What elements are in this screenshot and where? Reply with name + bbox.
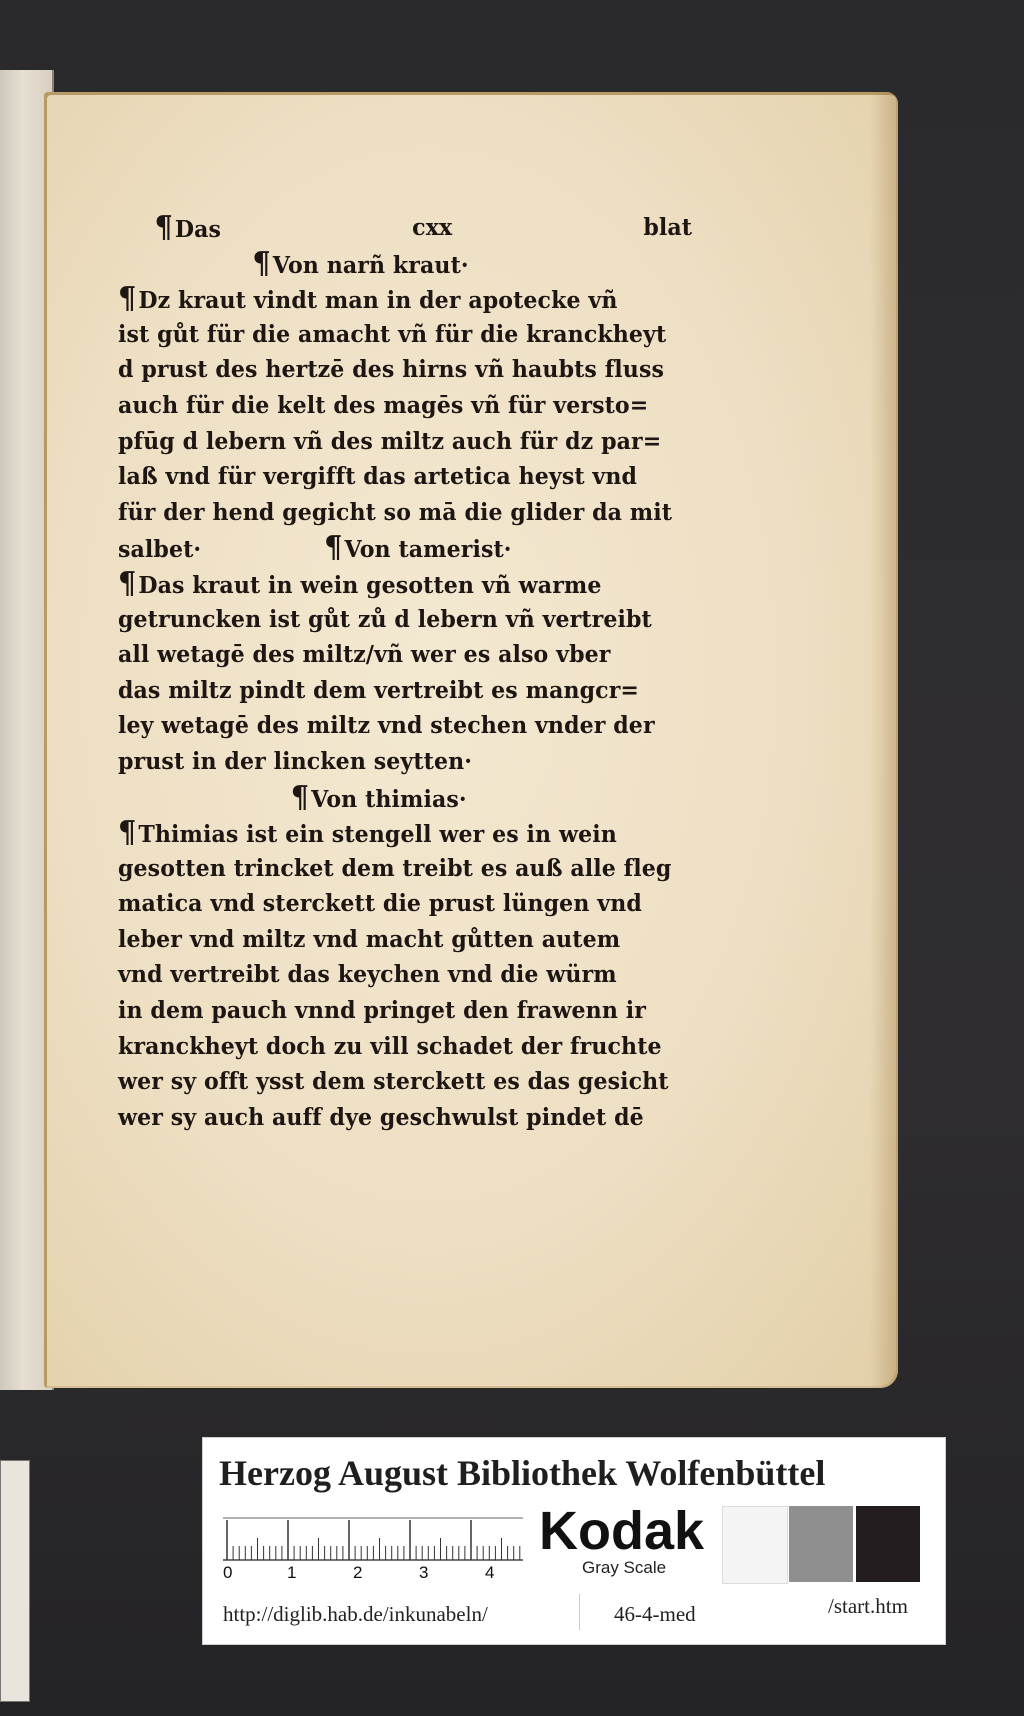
text-line: auch für die kelt des magēs vñ für versto= — [118, 391, 649, 419]
text-line: gesotten trincket dem treibt es auß alle fleg — [118, 854, 672, 882]
header-folio: cxx — [412, 214, 453, 241]
ruler-number: 1 — [287, 1563, 297, 1580]
url-suffix: /start.htm — [828, 1594, 908, 1618]
ruler-number: 0 — [223, 1563, 233, 1580]
text-line: salbet· ¶Von tamerist· — [118, 530, 512, 566]
page-text — [118, 210, 718, 1135]
text-line: matica vnd sterckett die prust lüngen vnd — [118, 890, 642, 918]
header-left: ¶Das — [154, 210, 222, 245]
text-line: leber vnd miltz vnd macht gůtten autem — [118, 925, 621, 953]
shelfmark-code: 46-4-med — [614, 1602, 696, 1626]
catalog-url: http://diglib.hab.de/inkunabeln/ — [223, 1602, 488, 1626]
ruler — [223, 1516, 528, 1580]
text-line: das miltz pindt dem vertreibt es mangcr= — [118, 676, 640, 704]
section-heading: ¶Von thimias· — [290, 779, 467, 815]
text-line: für der hend gegicht so mā die glider da mit — [118, 498, 673, 526]
library-name: Herzog August Bibliothek Wolfenbüttel — [219, 1453, 826, 1493]
gray-swatch-dark — [856, 1506, 920, 1582]
text-line: in dem pauch vnnd pringet den frawenn ir — [118, 997, 646, 1025]
text-line: laß vnd für vergifft das artetica heyst vnd — [118, 463, 638, 491]
text-line: prust in der lincken seytten· — [118, 747, 473, 775]
text-line: wer sy offt ysst dem sterckett es das gesicht — [118, 1068, 669, 1096]
section-heading: Von tamerist· — [344, 536, 512, 564]
left-tab — [0, 1460, 30, 1702]
ruler-number: 2 — [353, 1563, 363, 1580]
header-right: blat — [643, 214, 693, 241]
text-line: ¶Thimias ist ein stengell wer es in wein — [118, 815, 617, 851]
ruler-number: 4 — [485, 1563, 495, 1580]
library-label-card — [202, 1437, 946, 1645]
section-heading: ¶Von narñ kraut· — [252, 245, 469, 281]
text-line: getruncken ist gůt zů d lebern vñ vertreibt — [118, 605, 652, 633]
text-line: all wetagē des miltz/vñ wer es also vber — [118, 641, 611, 669]
text-line: ¶Das kraut in wein gesotten vñ warme — [118, 565, 602, 601]
text-line: ¶Dz kraut vindt man in der apotecke vñ — [118, 281, 618, 317]
running-header — [118, 210, 692, 246]
text-line: kranckheyt doch zu vill schadet der fruchte — [118, 1032, 662, 1060]
text-line: wer sy auch auff dye geschwulst pindet dē — [118, 1103, 644, 1131]
text-line: ist gůt für die amacht vñ für die kranckheyt — [118, 320, 667, 348]
text-line: d prust des hertzē des hirns vñ haubts fluss — [118, 356, 664, 384]
text-line: vnd vertreibt das keychen vnd die würm — [118, 961, 617, 989]
gray-scale-label: Gray Scale — [582, 1558, 667, 1577]
ruler-ticks — [227, 1520, 520, 1560]
kodak-logo: Kodak — [539, 1501, 705, 1561]
text-line: pfūg d lebern vñ des miltz auch für dz par= — [118, 427, 662, 455]
ruler-number: 3 — [419, 1563, 429, 1580]
text-line: ley wetagē des miltz vnd stechen vnder der — [118, 712, 655, 740]
gray-swatch-light — [722, 1506, 788, 1584]
divider — [579, 1594, 580, 1630]
gray-swatch-mid — [789, 1506, 853, 1582]
